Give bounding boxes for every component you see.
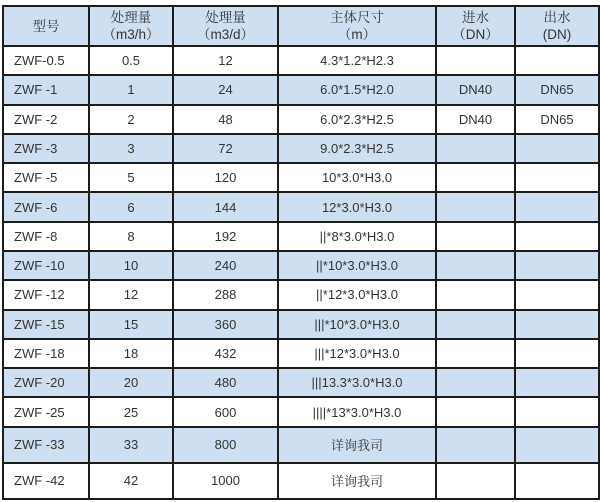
cell-dimensions: 6.0*1.5*H2.0 [278,75,436,104]
table-row [3,427,599,463]
cell-capacity_h: 18 [89,339,173,368]
table-row [3,75,599,104]
cell-outlet: DN65 [515,105,599,134]
cell-inlet: DN40 [436,75,515,104]
cell-model: ZWF-0.5 [3,46,89,75]
cell-outlet [515,46,599,75]
cell-dimensions: ||*8*3.0*H3.0 [278,222,436,251]
cell-outlet: DN65 [515,75,599,104]
header-label-line: 主体尺寸 [330,10,384,25]
table-row [3,280,599,309]
table-row [3,105,599,134]
table-row [3,463,599,499]
cell-model: ZWF -42 [3,463,89,499]
cell-inlet: DN40 [436,105,515,134]
cell-outlet [515,463,599,499]
cell-inlet [436,163,515,192]
header-label-line: （m3/d） [196,27,254,42]
cell-dimensions: |||13.3*3.0*H3.0 [278,368,436,397]
cell-dimensions: ||*12*3.0*H3.0 [278,280,436,309]
header-label-line: （DN） [452,27,499,42]
cell-capacity_h: 3 [89,134,173,163]
cell-outlet [515,397,599,426]
cell-model: ZWF -12 [3,280,89,309]
cell-dimensions: 详询我司 [278,463,436,499]
cell-model: ZWF -15 [3,310,89,339]
cell-capacity_h: 6 [89,192,173,221]
cell-inlet [436,463,515,499]
cell-capacity_h: 0.5 [89,46,173,75]
cell-inlet [436,134,515,163]
cell-capacity_d: 1000 [173,463,278,499]
cell-model: ZWF -20 [3,368,89,397]
cell-capacity_h: 42 [89,463,173,499]
header-label-line: 处理量 [205,10,246,25]
cell-inlet [436,427,515,463]
header-label-line: 出水 [543,10,571,25]
cell-model: ZWF -3 [3,134,89,163]
cell-capacity_h: 33 [89,427,173,463]
cell-capacity_d: 360 [173,310,278,339]
cell-model: ZWF -18 [3,339,89,368]
cell-outlet [515,310,599,339]
cell-outlet [515,192,599,221]
cell-model: ZWF -2 [3,105,89,134]
cell-capacity_d: 800 [173,427,278,463]
header-label-line: 处理量 [110,10,152,25]
table-row [3,368,599,397]
cell-model: ZWF -25 [3,397,89,426]
header-label-line: 型号 [32,18,60,34]
cell-capacity_d: 48 [173,105,278,134]
cell-model: ZWF -1 [3,75,89,104]
cell-capacity_d: 120 [173,163,278,192]
header-cell-capacity_h [89,6,173,46]
header-cell-outlet [515,6,599,46]
table-row [3,397,599,426]
header-label-line: （m3/h） [102,27,160,42]
cell-capacity_h: 12 [89,280,173,309]
cell-inlet [436,46,515,75]
cell-capacity_d: 72 [173,134,278,163]
cell-capacity_h: 10 [89,251,173,280]
cell-dimensions: 12*3.0*H3.0 [278,192,436,221]
cell-dimensions: |||*12*3.0*H3.0 [278,339,436,368]
cell-outlet [515,163,599,192]
cell-capacity_d: 600 [173,397,278,426]
header-cell-dimensions [278,6,436,46]
cell-dimensions: 详询我司 [278,427,436,463]
header-cell-model [3,6,89,46]
cell-inlet [436,222,515,251]
cell-inlet [436,397,515,426]
table-row [3,222,599,251]
cell-outlet [515,134,599,163]
cell-outlet [515,251,599,280]
table-row [3,310,599,339]
cell-outlet [515,368,599,397]
cell-dimensions: |||*10*3.0*H3.0 [278,310,436,339]
header-label-line: （m） [337,27,377,42]
cell-capacity_d: 24 [173,75,278,104]
table-row [3,46,599,75]
cell-outlet [515,280,599,309]
cell-inlet [436,310,515,339]
cell-inlet [436,251,515,280]
cell-dimensions: ||*10*3.0*H3.0 [278,251,436,280]
cell-model: ZWF -8 [3,222,89,251]
spec-table-head [3,6,599,46]
table-row [3,163,599,192]
header-label-line: (DN) [542,27,572,42]
cell-model: ZWF -10 [3,251,89,280]
header-row [3,6,599,46]
table-row [3,134,599,163]
cell-dimensions: 9.0*2.3*H2.5 [278,134,436,163]
cell-model: ZWF -5 [3,163,89,192]
header-cell-inlet [436,6,515,46]
cell-capacity_h: 25 [89,397,173,426]
cell-dimensions: ||||*13*3.0*H3.0 [278,397,436,426]
cell-model: ZWF -33 [3,427,89,463]
cell-inlet [436,280,515,309]
cell-capacity_d: 480 [173,368,278,397]
table-row [3,192,599,221]
cell-model: ZWF -6 [3,192,89,221]
cell-capacity_d: 12 [173,46,278,75]
cell-dimensions: 10*3.0*H3.0 [278,163,436,192]
table-row [3,251,599,280]
cell-outlet [515,427,599,463]
cell-capacity_h: 15 [89,310,173,339]
cell-dimensions: 4.3*1.2*H2.3 [278,46,436,75]
cell-capacity_h: 20 [89,368,173,397]
spec-table [2,5,600,500]
cell-inlet [436,339,515,368]
cell-capacity_d: 192 [173,222,278,251]
table-row [3,339,599,368]
cell-capacity_d: 288 [173,280,278,309]
cell-dimensions: 6.0*2.3*H2.5 [278,105,436,134]
header-cell-capacity_d [173,6,278,46]
cell-outlet [515,222,599,251]
cell-capacity_d: 144 [173,192,278,221]
cell-capacity_d: 240 [173,251,278,280]
cell-inlet [436,192,515,221]
cell-capacity_h: 1 [89,75,173,104]
cell-capacity_d: 432 [173,339,278,368]
cell-capacity_h: 8 [89,222,173,251]
spec-table-body [3,46,599,499]
cell-capacity_h: 5 [89,163,173,192]
cell-capacity_h: 2 [89,105,173,134]
header-label-line: 进水 [462,10,489,25]
cell-inlet [436,368,515,397]
cell-outlet [515,339,599,368]
